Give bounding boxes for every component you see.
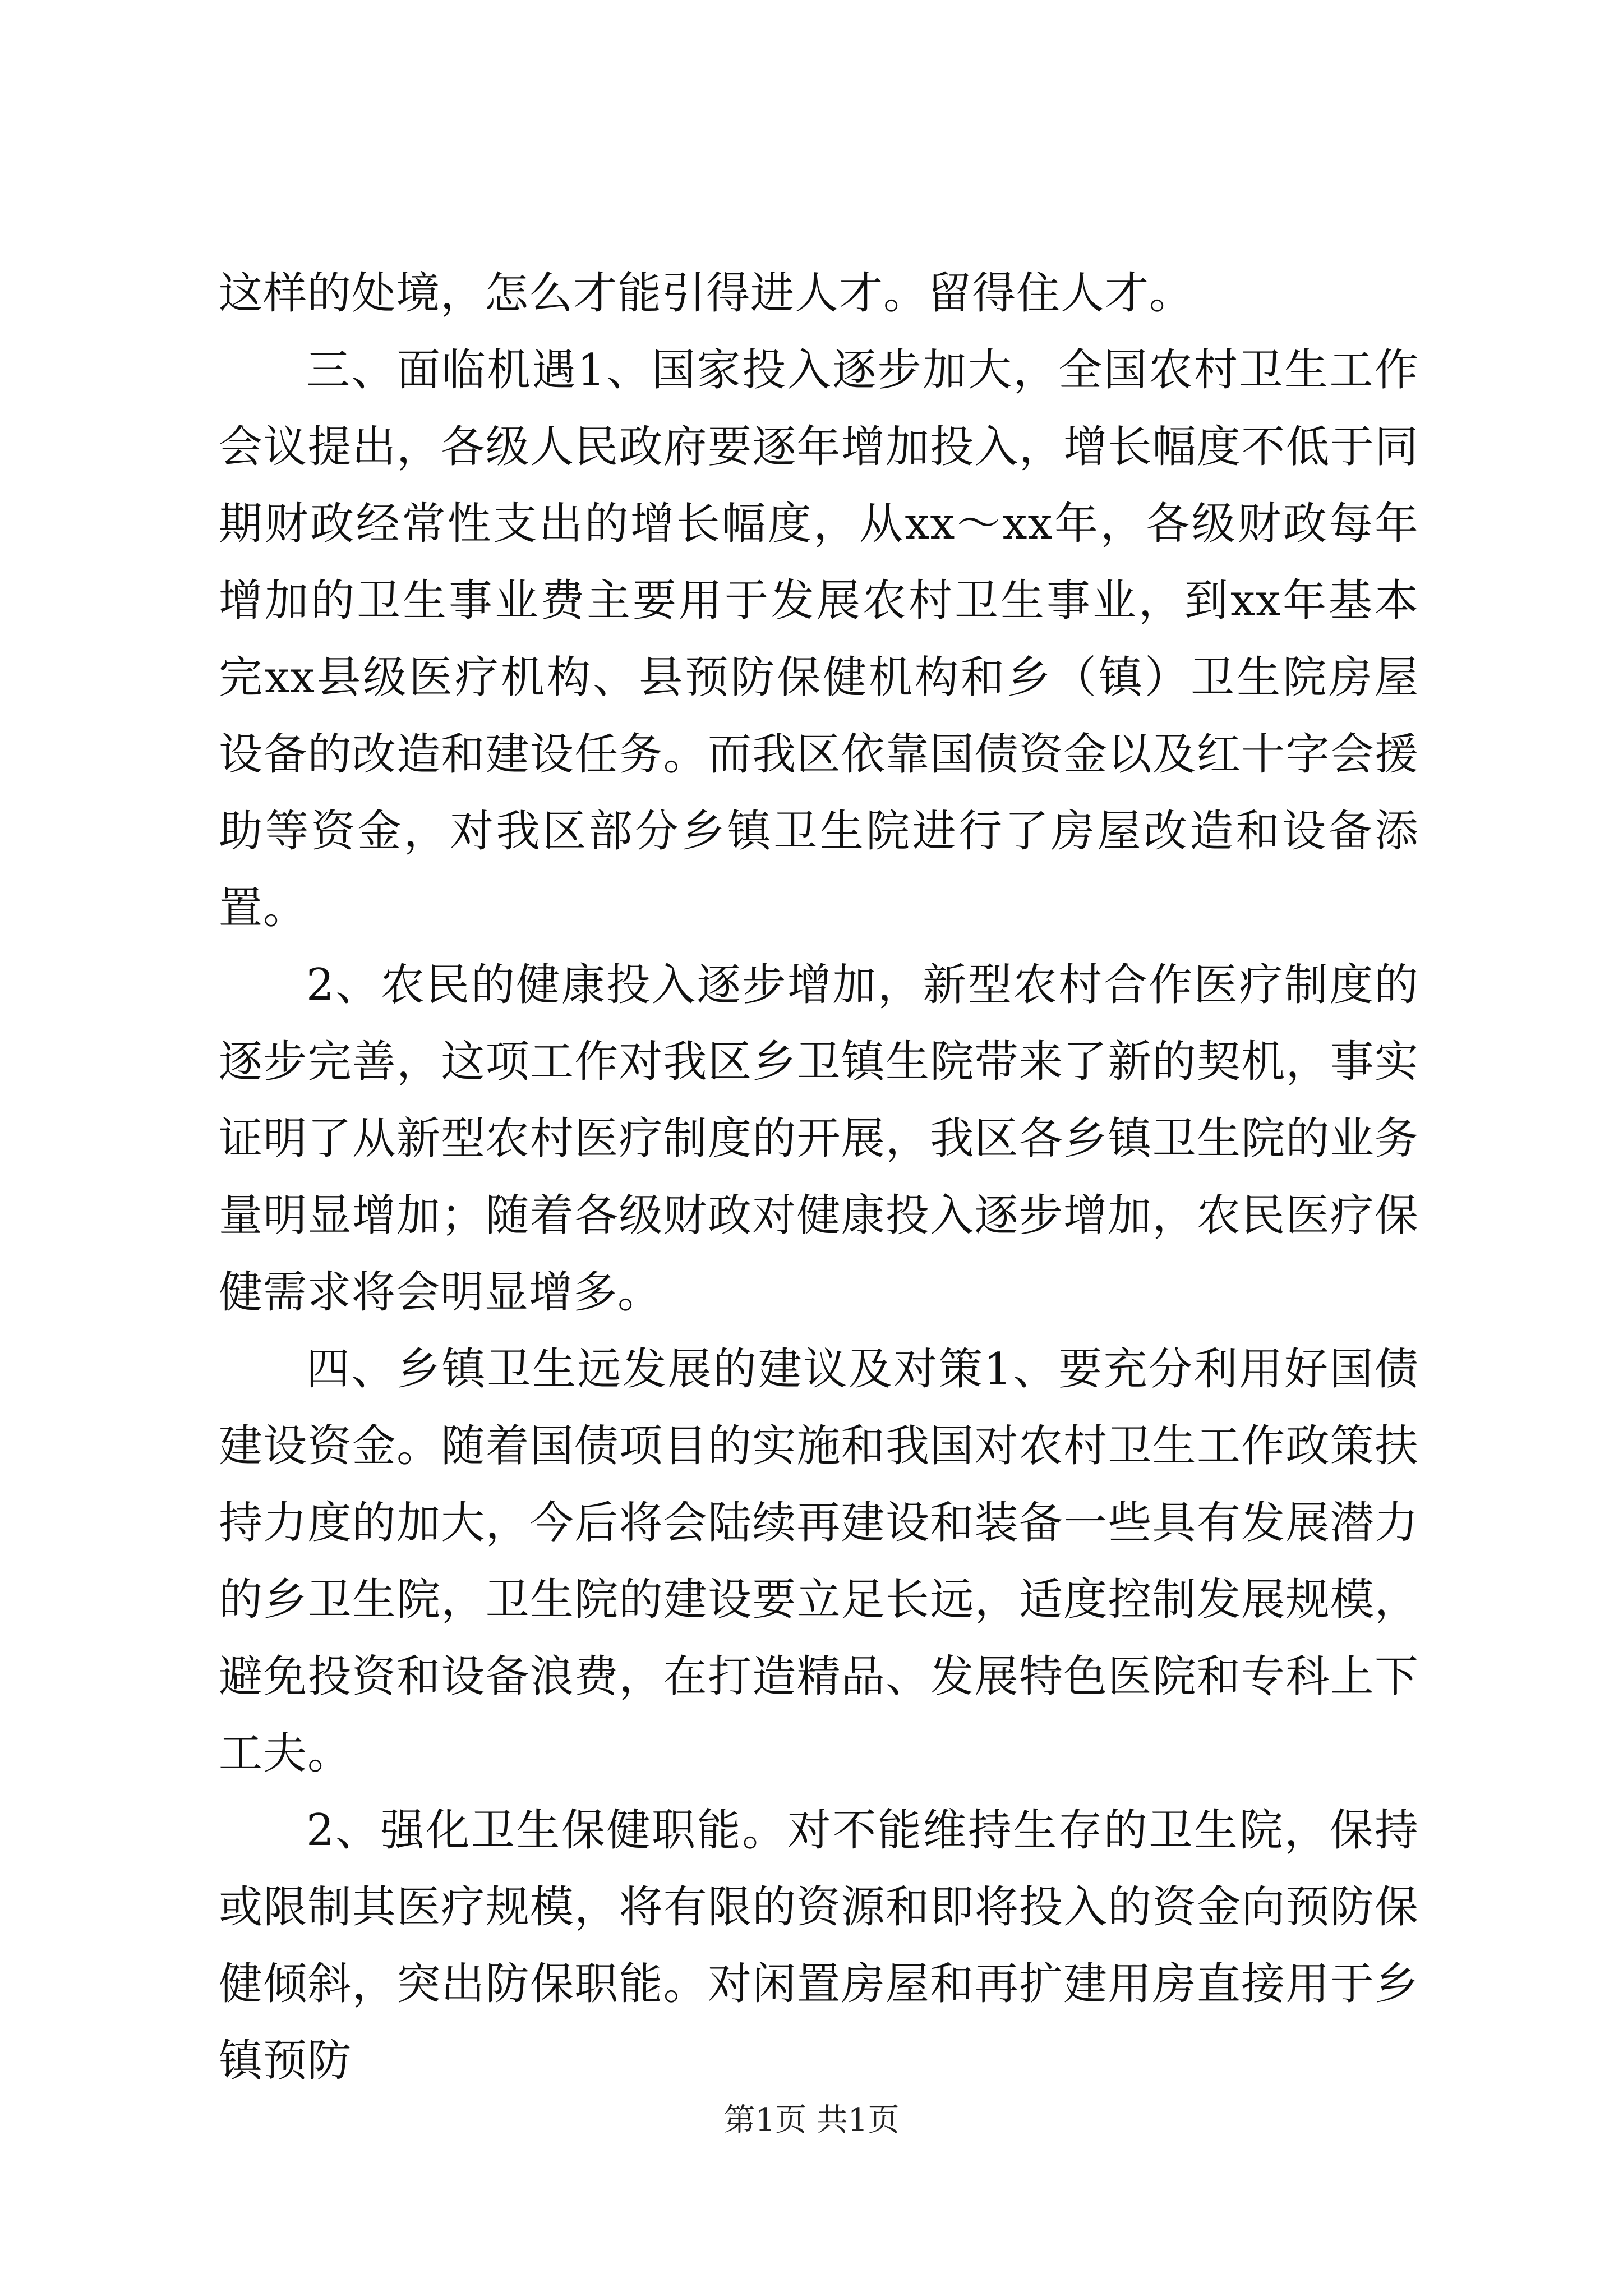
paragraph-opportunities: 三、面临机遇1、国家投入逐步加大，全国农村卫生工作会议提出，各级人民政府要逐年增加投入，增长幅度不低于同期财政经常性支出的增长幅度，从xx～xx年，各级财政每年增加的卫生事业费主要用于发展农村卫生事业，到xx年基本完xx县级医疗机构、县预防保健机构和乡（镇）卫生院房屋设备的改造和建设任务。而我区依靠国债资金以及红十字会援助等资金，对我区部分乡镇卫生院进行了房屋改造和设备添置。 (219, 345, 1419, 933)
paragraph-strengthen-health: 2、强化卫生保健职能。对不能维持生存的卫生院，保持或限制其医疗规模，将有限的资源和即将投入的资金向预防保健倾斜，突出防保职能。对闲置房屋和再扩建用房直接用于乡镇预防 (219, 1805, 1419, 2086)
paragraph-suggestions: 四、乡镇卫生远发展的建议及对策1、要充分利用好国债建设资金。随着国债项目的实施和我国对农村卫生工作政策扶持力度的加大，今后将会陆续再建设和装备一些具有发展潜力的乡卫生院，卫生院的建设要立足长远，适度控制发展规模，避免投资和设备浪费，在打造精品、发展特色医院和专科上下工夫。 (219, 1344, 1419, 1779)
paragraph-farmer-health: 2、农民的健康投入逐步增加，新型农村合作医疗制度的逐步完善，这项工作对我区乡卫镇生院带来了新的契机，事实证明了从新型农村医疗制度的开展，我区各乡镇卫生院的业务量明显增加；随着各级财政对健康投入逐步增加，农民医疗保健需求将会明显增多。 (219, 960, 1419, 1318)
paragraph-continuation: 这样的处境，怎么才能引得进人才。留得住人才。 (219, 268, 1194, 319)
body-text (219, 255, 1419, 2100)
page-footer: 第1页 共1页 (723, 2102, 900, 2138)
